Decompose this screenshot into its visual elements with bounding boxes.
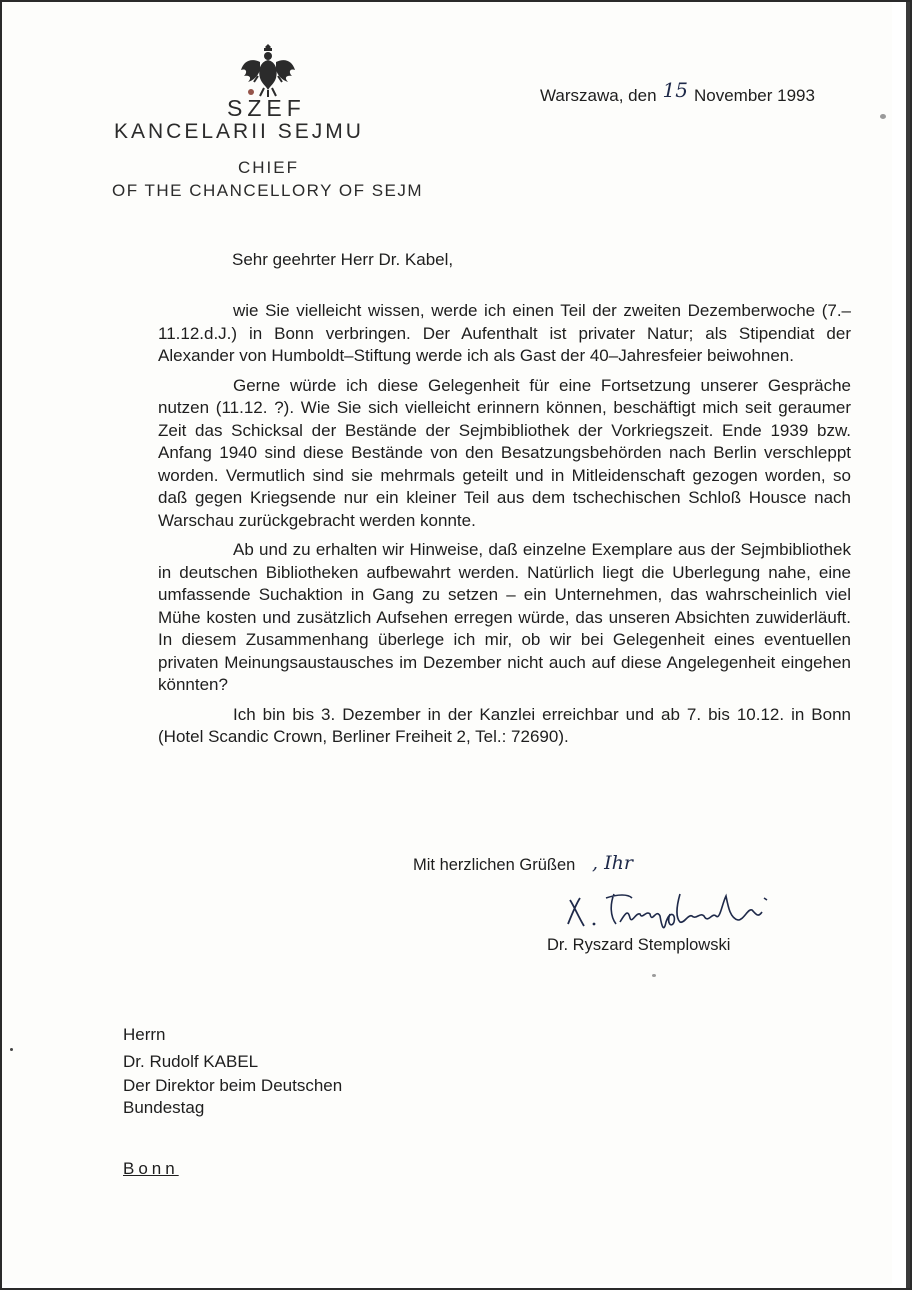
date-suffix: November 1993 (693, 86, 815, 105)
closing-handwritten: , Ihr (592, 852, 633, 874)
recipient-name: Dr. Rudolf KABEL (123, 1052, 259, 1071)
body-paragraph: Gerne würde ich diese Gelegenheit für eine Fortsetzung unserer Gespräche nutzen (11.12. ?). Wie Sie sich vielleicht erinnern können, beschäftigt mich seit geraumer Zeit das Schicksal der Bestände der Sejmbibliothek der Vorkriegszeit. Ende 1939 bzw. Anfang 1940 sind diese Bestände von den Besatzungsbehörden nach Berlin verschleppt worden. Vermutlich sind sie mehrmals geteilt und in Mitleidenschaft gezogen worden, so daß gegen Kriegsende nur ein kleiner Teil aus dem tschechischen Schloß Housce nach Warschau zurückgebracht werden konnte. (158, 375, 851, 530)
recipient-title: Der Direktor beim Deutschen (123, 1076, 343, 1095)
recipient-city: Bonn (123, 1159, 179, 1178)
body-paragraph: Ich bin bis 3. Dezember in der Kanzlei erreichbar und ab 7. bis 10.12. in Bonn (Hotel Scandic Crown, Berliner Freiheit 2, Tel.: 72690). (158, 704, 851, 746)
handwritten-signature (562, 884, 772, 934)
date-prefix: Warszawa, den (540, 86, 657, 105)
letter-body (158, 300, 851, 756)
date-day-handwritten: 15 (662, 78, 688, 102)
letter-date (540, 78, 815, 106)
recipient-institution: Bundestag (123, 1098, 205, 1117)
body-paragraph: wie Sie vielleicht wissen, werde ich einen Teil der zweiten Dezemberwoche (7.–11.12.d.J.) in Bonn verbringen. Der Aufenthalt ist privater Natur; als Stipendiat der Alexander von Humboldt–Stiftung werde ich als Gast der 40–Jahresfeier beiwohnen. (158, 301, 851, 365)
page-edge-shadow (906, 2, 910, 1290)
letter-page (2, 2, 892, 1284)
letterhead-institution: KANCELARII SEJMU (114, 120, 364, 143)
body-paragraph: Ab und zu erhalten wir Hinweise, daß einzelne Exemplare aus der Sejmbibliothek in deutschen Bibliotheken aufbewahrt werden. Natürlich liegt die Uberlegung nahe, eine umfassende Suchaktion in Gang zu setzen – ein Unternehmen, das wahrscheinlich viel Mühe kosten und zusätzlich Aufsehen erregen würde, das unseren Absichten zuwiderläuft. In diesem Zusammenhang überlege ich mir, ob wir bei Gelegenheit eines eventuellen privaten Meinungsaustausches im Dezember nicht auch auf diese Angelegenheit eingehen könnten? (158, 540, 851, 694)
paper-speck (652, 974, 656, 977)
polish-eagle-crest-icon (238, 40, 298, 98)
paper-speck (880, 114, 886, 119)
closing-phrase: Mit herzlichen Grüßen (413, 856, 576, 874)
recipient-address (123, 1021, 342, 1119)
letterhead-title: SZEF (227, 95, 306, 121)
paper-speck (10, 1048, 13, 1051)
letterhead-institution-english: OF THE CHANCELLORY OF SEJM (112, 181, 424, 200)
recipient-salutation: Herrn (123, 1025, 166, 1044)
signer-name: Dr. Ryszard Stemplowski (547, 936, 731, 954)
letterhead-title-english: CHIEF (238, 158, 299, 177)
salutation: Sehr geehrter Herr Dr. Kabel, (232, 250, 454, 269)
